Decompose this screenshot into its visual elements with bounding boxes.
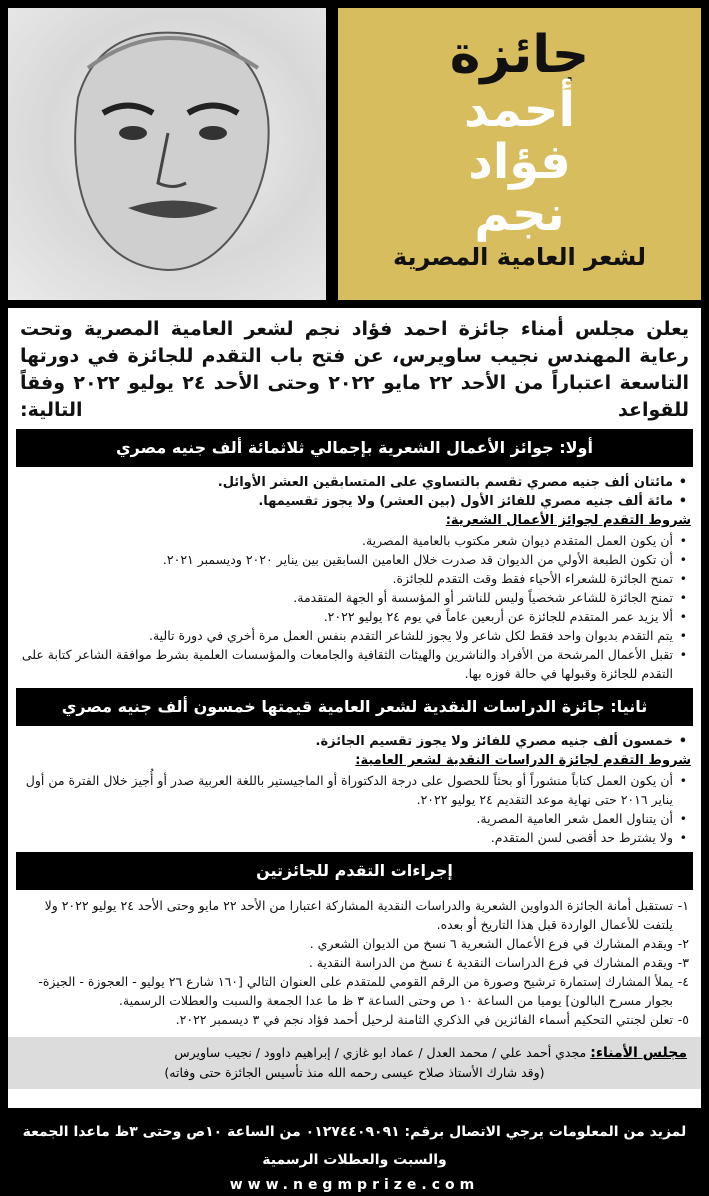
list-item: • مائتان ألف جنيه مصري تقسم بالتساوي على المتسابقين العشر الأوائل.	[16, 473, 673, 492]
step-number: ٣-	[677, 955, 689, 970]
step-text: ويقدم المشارك في فرع الدراسات النقدية ٤ نسخ من الدراسة النقدية .	[308, 955, 673, 970]
footer	[0, 1112, 709, 1193]
board-note: (وقد شارك الأستاذ صلاح عيسى رحمه الله منذ تأسيس الجائزة حتى وفاته)	[164, 1065, 545, 1080]
contact-info: لمزيد من المعلومات يرجي الاتصال برقم: ٠١٢٧٤٤٠٩٠٩١ من الساعة ١٠ص وحتى ٣ظ ماعدا الجمعة والسبت والعطلات الرسمية	[22, 1124, 687, 1168]
section1-prizes	[16, 473, 693, 511]
logo-line: فؤاد	[468, 134, 571, 190]
step-text: تعلن لجنتي التحكيم أسماء الفائزين في الذكري الثامنة لرحيل أحمد فؤاد نجم في ٣ ديسمبر ٢٠٢٢.	[175, 1012, 673, 1027]
list-item: • تمنح الجائزة للشاعر شخصياً وليس للناشر أو المؤسسة أو الجهة المتقدمة.	[16, 588, 673, 607]
board-label: مجلس الأمناء:	[590, 1045, 687, 1061]
intro-text: يعلن مجلس أمناء جائزة احمد فؤاد نجم لشعر العامية المصرية وتحت رعاية المهندس نجيب ساويرس، عن فتح باب التقدم للجائزة في دورتها التاسعة اعتباراً من الأحد ٢٢ مايو ٢٠٢٢ وحتى الأحد ٢٤ يوليو ٢٠٢٢ وفقاً للقواعد التالية:	[20, 318, 689, 421]
list-item: • أن يكون العمل كتاباً منشوراً أو بحثاً للحصول على درجة الدكتوراة أو الماجيستير باللغة العربية صدر أو أُجيز خلال الفترة من أول يناير ٢٠١٦ حتى نهاية موعد التقديم ٢٤ يوليو ٢٠٢٢.	[16, 771, 673, 809]
logo-line: نجم	[474, 186, 565, 242]
portrait-image	[8, 8, 326, 300]
list-item: • أن يكون العمل المتقدم ديوان شعر مكتوب بالعامية المصرية.	[16, 531, 673, 550]
step-text: ويقدم المشارك في فرع الأعمال الشعرية ٦ نسخ من الديوان الشعري .	[309, 936, 673, 951]
step-number: ٢-	[677, 936, 689, 951]
logo-line: أحمد	[464, 82, 575, 138]
list-item: • خمسون ألف جنيه مصري للفائز ولا يجوز تقسيم الجائزة.	[16, 732, 673, 751]
list-item: • يتم التقدم بديوان واحد فقط لكل شاعر ولا يجوز للشاعر التقدم بنفس العمل مرة أخري في دورة تالية.	[16, 626, 673, 645]
list-item: • أن يتناول العمل شعر العامية المصرية.	[16, 809, 673, 828]
step-number: ١-	[677, 898, 689, 913]
list-item: • ألا يزيد عمر المتقدم للجائزة عن أربعين عاماً في يوم ٢٤ يوليو ٢٠٢٢.	[16, 607, 673, 626]
step-number: ٥-	[677, 1012, 689, 1027]
section1-conditions	[16, 531, 693, 683]
list-item: • تمنح الجائزة للشعراء الأحياء فقط وقت التقدم للجائزة.	[16, 569, 673, 588]
section1-conditions-title: شروط التقدم لجوائز الأعمال الشعرية:	[445, 513, 691, 528]
step-item	[16, 896, 689, 934]
step-number: ٤-	[677, 974, 689, 989]
procedure-steps	[16, 896, 693, 1029]
header-area	[8, 8, 701, 300]
prize-logo	[338, 8, 701, 300]
logo-subtitle: لشعر العامية المصرية	[392, 243, 647, 271]
logo-line: جائزة	[449, 25, 590, 85]
list-item: • ولا يشترط حد أقصى لسن المتقدم.	[16, 828, 673, 847]
section1-title: أولا: جوائز الأعمال الشعرية بإجمالي ثلاثمائة ألف جنيه مصري	[16, 429, 693, 467]
step-text: تستقبل أمانة الجائزة الدواوين الشعرية والدراسات النقدية المشاركة اعتبارا من الأحد ٢٢ مايو وحتى الأحد ٢٤ يوليو ٢٠٢٢ ولا يلتفت للأعمال الواردة قبل هذا التاريخ أو بعده.	[44, 898, 673, 932]
portrait-sketch-icon	[8, 8, 326, 300]
board-of-trustees	[8, 1037, 701, 1089]
section2-title: ثانيا: جائزة الدراسات النقدية لشعر العامية قيمتها خمسون ألف جنيه مصري	[16, 688, 693, 726]
section2-conditions	[16, 771, 693, 847]
board-members: مجدي أحمد علي / محمد العدل / عماد ابو غازي / إبراهيم داوود / نجيب ساويرس	[174, 1045, 587, 1060]
step-item	[16, 953, 689, 972]
section2-prizes	[16, 732, 693, 751]
announcement-body	[8, 308, 701, 1108]
step-item	[16, 1010, 689, 1029]
step-item	[16, 934, 689, 953]
section2-conditions-title: شروط التقدم لجائزة الدراسات النقدية لشعر العامية:	[355, 753, 691, 768]
list-item: • مائة ألف جنيه مصري للفائز الأول (بين العشر) ولا يجوز تقسيمها.	[16, 492, 673, 511]
website-link[interactable]: www.negmprize.com	[229, 1177, 480, 1193]
list-item: • أن تكون الطبعة الأولي من الديوان قد صدرت خلال العامين السابقين بين يناير ٢٠٢٠ وديسمبر ٢٠٢١.	[16, 550, 673, 569]
section3-title: إجراءات التقدم للجائزتين	[16, 852, 693, 890]
step-text: يملأ المشارك إستمارة ترشيح وصورة من الرقم القومي للمتقدم على العنوان التالي [١٦٠ شارع ٢٦ يوليو - العجوزة - الجيزة- بجوار مسرح البالون] يوميا من الساعة ١٠ ص وحتى الساعة ٣ ظ ما عدا الجمعة والسبت والعطلات الرسمية.	[38, 974, 673, 1008]
step-item	[16, 972, 689, 1010]
list-item: • تقبل الأعمال المرشحة من الأفراد والناشرين والهيئات الثقافية والجامعات والمؤسسات العلمية بشرط موافقة الشاعر كتابة على التقدم للجائزة وقبولها في حالة فوزه بها.	[16, 645, 673, 683]
